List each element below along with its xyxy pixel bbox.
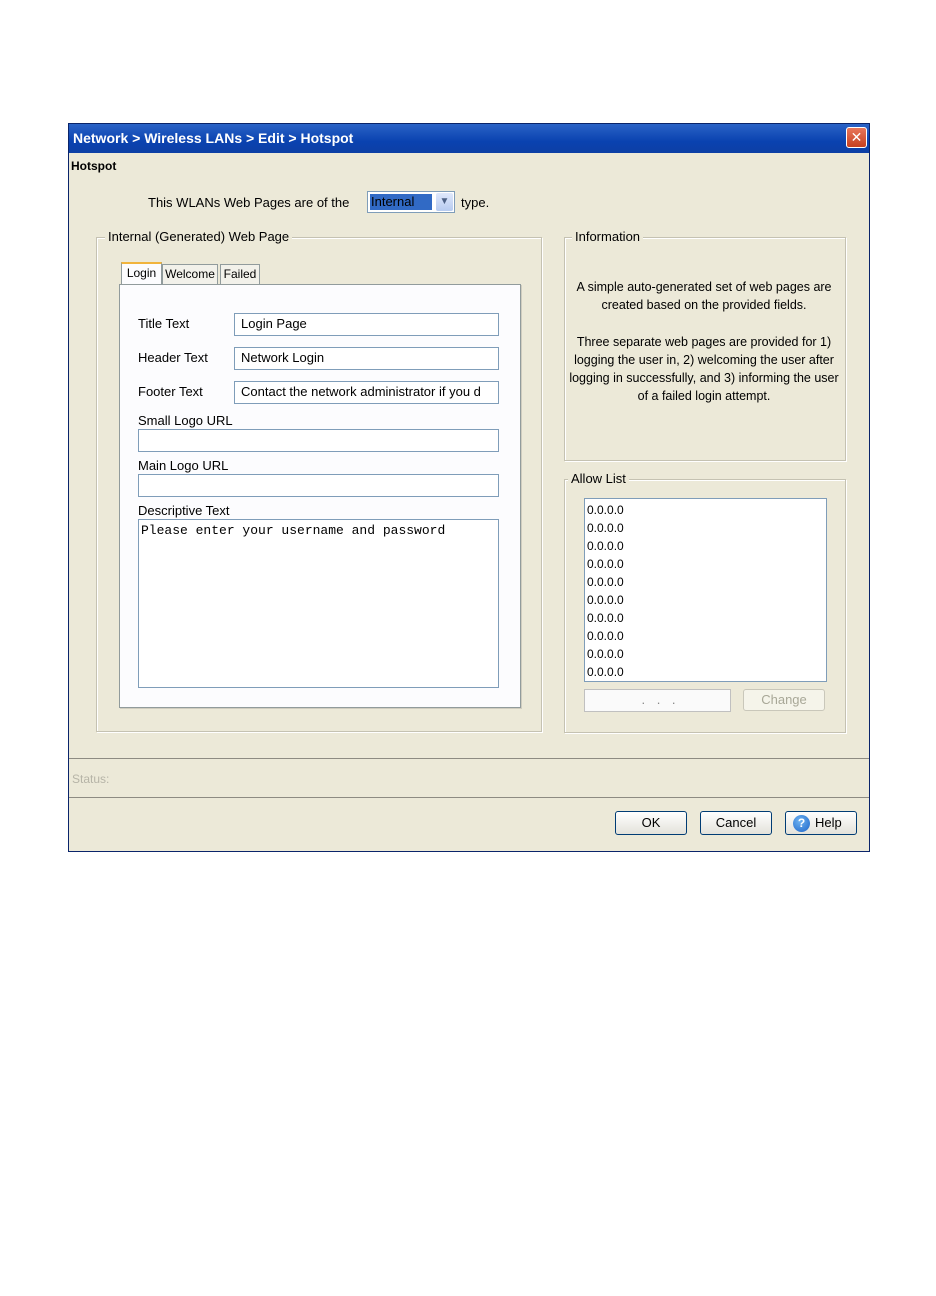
- main-logo-url-input[interactable]: [138, 474, 499, 497]
- web-page-group: [96, 229, 542, 732]
- status-divider: [69, 758, 869, 759]
- information-group: [564, 229, 846, 461]
- list-item[interactable]: 0.0.0.0: [587, 557, 624, 571]
- information-legend: Information: [572, 229, 643, 244]
- title-text-label: Title Text: [138, 316, 190, 331]
- tab-failed[interactable]: Failed: [220, 264, 260, 284]
- tab-welcome[interactable]: Welcome: [162, 264, 218, 284]
- allow-list-legend: Allow List: [568, 471, 629, 486]
- title-bar: [69, 124, 869, 153]
- descriptive-text-area[interactable]: Please enter your username and password: [138, 519, 499, 688]
- small-logo-url-input[interactable]: [138, 429, 499, 452]
- ip-address-input[interactable]: . . .: [584, 689, 731, 712]
- list-item[interactable]: 0.0.0.0: [587, 503, 624, 517]
- header-text-input[interactable]: Network Login: [234, 347, 499, 370]
- footer-text-label: Footer Text: [138, 384, 203, 399]
- list-item[interactable]: 0.0.0.0: [587, 539, 624, 553]
- descriptive-text-label: Descriptive Text: [138, 503, 230, 518]
- list-item[interactable]: 0.0.0.0: [587, 611, 624, 625]
- web-pages-type-value: Internal: [371, 194, 415, 209]
- hotspot-dialog: [68, 123, 870, 852]
- web-page-group-legend: Internal (Generated) Web Page: [105, 229, 292, 244]
- type-prefix-label: This WLANs Web Pages are of the: [148, 195, 350, 210]
- list-item[interactable]: 0.0.0.0: [587, 629, 624, 643]
- list-item[interactable]: 0.0.0.0: [587, 647, 624, 661]
- web-pages-type-select[interactable]: [367, 191, 455, 213]
- status-divider-bottom: [69, 797, 869, 798]
- help-button[interactable]: [785, 811, 857, 835]
- list-item[interactable]: 0.0.0.0: [587, 521, 624, 535]
- help-icon: ?: [793, 815, 810, 832]
- window-title: Network > Wireless LANs > Edit > Hotspot: [73, 130, 354, 146]
- allow-list-group: [564, 471, 846, 733]
- status-label: Status:: [72, 772, 110, 786]
- footer-text-input[interactable]: Contact the network administrator if you d: [234, 381, 499, 404]
- change-button[interactable]: Change: [743, 689, 825, 711]
- section-title: Hotspot: [71, 159, 117, 173]
- list-item[interactable]: 0.0.0.0: [587, 575, 624, 589]
- title-text-input[interactable]: Login Page: [234, 313, 499, 336]
- information-text-2: Three separate web pages are provided for 1) logging the user in, 2) welcoming the user after logging in successfully, and 3) informing the user of a failed login attempt.: [569, 335, 839, 403]
- information-text-1: A simple auto-generated set of web pages are created based on the provided fields.: [576, 280, 832, 312]
- help-button-label: Help: [815, 815, 842, 830]
- ok-button[interactable]: OK: [615, 811, 687, 835]
- type-suffix-label: type.: [461, 195, 490, 210]
- chevron-down-icon[interactable]: ▼: [436, 193, 453, 211]
- allow-list-box[interactable]: [584, 498, 827, 682]
- main-logo-url-label: Main Logo URL: [138, 458, 229, 473]
- close-icon[interactable]: ✕: [846, 127, 867, 148]
- tab-login[interactable]: Login: [121, 262, 162, 285]
- header-text-label: Header Text: [138, 350, 208, 365]
- list-item[interactable]: 0.0.0.0: [587, 593, 624, 607]
- small-logo-url-label: Small Logo URL: [138, 413, 233, 428]
- cancel-button[interactable]: Cancel: [700, 811, 772, 835]
- list-item[interactable]: 0.0.0.0: [587, 665, 624, 679]
- login-tab-panel: [119, 284, 521, 708]
